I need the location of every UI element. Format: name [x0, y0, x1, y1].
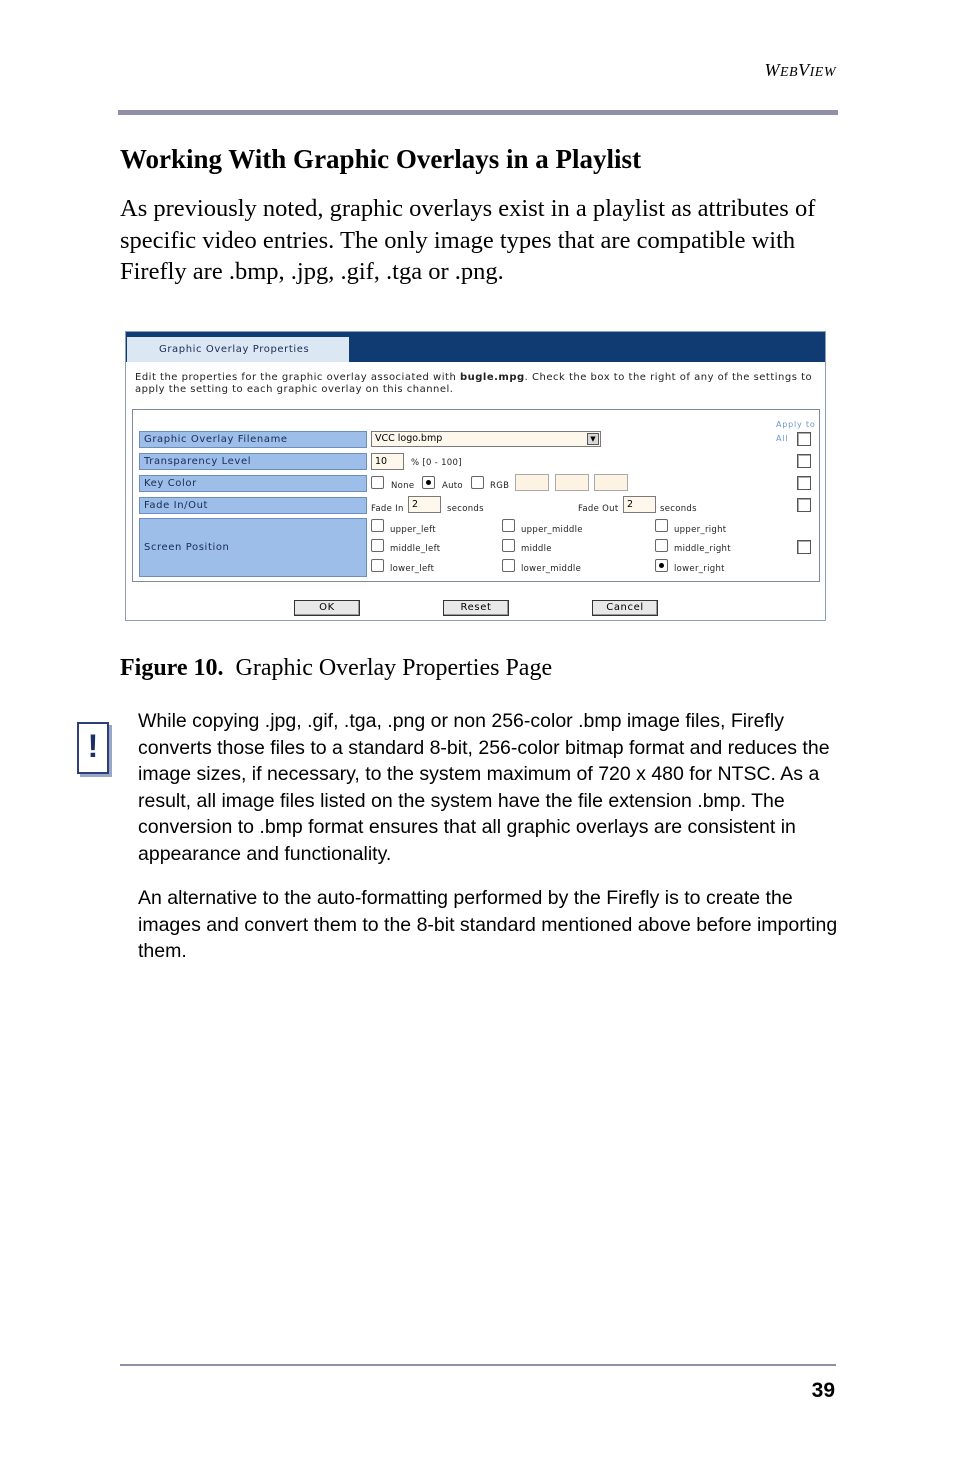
tab-graphic-overlay-properties[interactable]: Graphic Overlay Properties [127, 337, 349, 362]
fade-in-input[interactable]: 2 [408, 496, 441, 513]
filename-select[interactable] [371, 431, 601, 447]
running-head [700, 60, 836, 81]
key-color-rgb-label: RGB [490, 481, 510, 491]
fade-out-input[interactable]: 2 [623, 496, 656, 513]
rgb-red-input[interactable] [515, 474, 549, 491]
reset-button[interactable]: Reset [443, 600, 509, 616]
ok-button[interactable]: OK [294, 600, 360, 616]
key-color-none-radio[interactable] [371, 476, 384, 489]
page-number: 39 [811, 1379, 835, 1402]
key-color-label: Key Color [139, 475, 367, 492]
rgb-blue-input[interactable] [594, 474, 628, 491]
transparency-label: Transparency Level [139, 453, 367, 470]
apply-all-fade-checkbox[interactable] [797, 498, 811, 512]
position-label: upper_middle [521, 525, 583, 535]
running-head-part: W [764, 60, 780, 80]
position-label: lower_middle [521, 564, 582, 574]
position-middle-left-radio[interactable] [371, 539, 384, 552]
apply-all-transparency-checkbox[interactable] [797, 454, 811, 468]
figure-number: Figure 10. [120, 655, 224, 681]
fade-out-label: Fade Out [578, 504, 619, 514]
apply-all-key-color-checkbox[interactable] [797, 476, 811, 490]
section-title: Working With Graphic Overlays in a Playlist [120, 144, 642, 174]
apply-all-position-checkbox[interactable] [797, 540, 811, 554]
tab-bar [126, 332, 825, 362]
position-label: upper_left [390, 525, 436, 535]
description-filename: bugle.mpg [459, 372, 525, 383]
position-label: middle [521, 544, 552, 554]
transparency-range: % [0 - 100] [411, 458, 462, 468]
position-label: lower_right [674, 564, 725, 574]
fade-label: Fade In/Out [139, 497, 367, 514]
description-suffix: . Check the box to the right of any of the settings to apply the setting to each graphic overlay on this channel. [135, 372, 813, 395]
cancel-button[interactable]: Cancel [592, 600, 658, 616]
rgb-green-input[interactable] [555, 474, 589, 491]
running-head-part: IEW [809, 65, 836, 80]
note-paragraph-2: An alternative to the auto-formatting performed by the Firefly is to create the images and convert them to the 8-bit standard mentioned above before importing them. [138, 887, 838, 962]
fade-in-label: Fade In [371, 504, 404, 514]
description-prefix: Edit the properties for the graphic overlay associated with [135, 372, 460, 383]
header-rule [118, 110, 838, 115]
graphic-overlay-dialog [125, 331, 826, 621]
figure-title: Graphic Overlay Properties Page [235, 655, 553, 681]
fade-in-unit: seconds [447, 504, 484, 514]
position-upper-middle-radio[interactable] [502, 519, 515, 532]
filename-value: VCC logo.bmp [375, 433, 443, 444]
intro-paragraph: As previously noted, graphic overlays exist in a playlist as attributes of specific video entries. The only image types that are compatible with Firefly are .bmp, .jpg, .gif, .tga or .png. [120, 195, 816, 285]
running-head-part: EB [780, 65, 799, 80]
position-lower-left-radio[interactable] [371, 559, 384, 572]
position-label: middle_right [674, 544, 731, 554]
key-color-none-label: None [391, 481, 415, 491]
chevron-down-icon[interactable]: ▼ [587, 433, 599, 445]
position-label: lower_left [390, 564, 435, 574]
exclamation-note-icon: ! [77, 722, 109, 774]
key-color-auto-radio[interactable] [422, 476, 435, 489]
position-middle-radio[interactable] [502, 539, 515, 552]
fade-out-unit: seconds [660, 504, 697, 514]
position-upper-left-radio[interactable] [371, 519, 384, 532]
screen-position-label: Screen Position [139, 518, 367, 577]
transparency-input[interactable]: 10 [371, 453, 404, 470]
apply-to-all-label: Apply to All [776, 420, 816, 443]
footer-rule [120, 1364, 836, 1366]
position-lower-middle-radio[interactable] [502, 559, 515, 572]
position-lower-right-radio[interactable] [655, 559, 668, 572]
position-middle-right-radio[interactable] [655, 539, 668, 552]
key-color-auto-label: Auto [442, 481, 463, 491]
running-head-part: V [798, 60, 810, 80]
apply-all-filename-checkbox[interactable] [797, 432, 811, 446]
dialog-description [135, 372, 820, 396]
position-upper-right-radio[interactable] [655, 519, 668, 532]
position-label: middle_left [390, 544, 441, 554]
figure-caption [120, 655, 552, 682]
properties-panel [132, 409, 820, 582]
note-paragraph-1: While copying .jpg, .gif, .tga, .png or non 256-color .bmp image files, Firefly converts those files to a standard 8-bit, 256-color bitmap format and reduces the image sizes, if necessary, to the system maximum of 720 x 480 for NTSC. As a result, all image files listed on the system have the file extension .bmp. The conversion to .bmp format ensures that all graphic overlays are consistent in appearance and functionality. [138, 710, 830, 865]
position-label: upper_right [674, 525, 727, 535]
filename-label: Graphic Overlay Filename [139, 431, 367, 448]
key-color-rgb-radio[interactable] [471, 476, 484, 489]
